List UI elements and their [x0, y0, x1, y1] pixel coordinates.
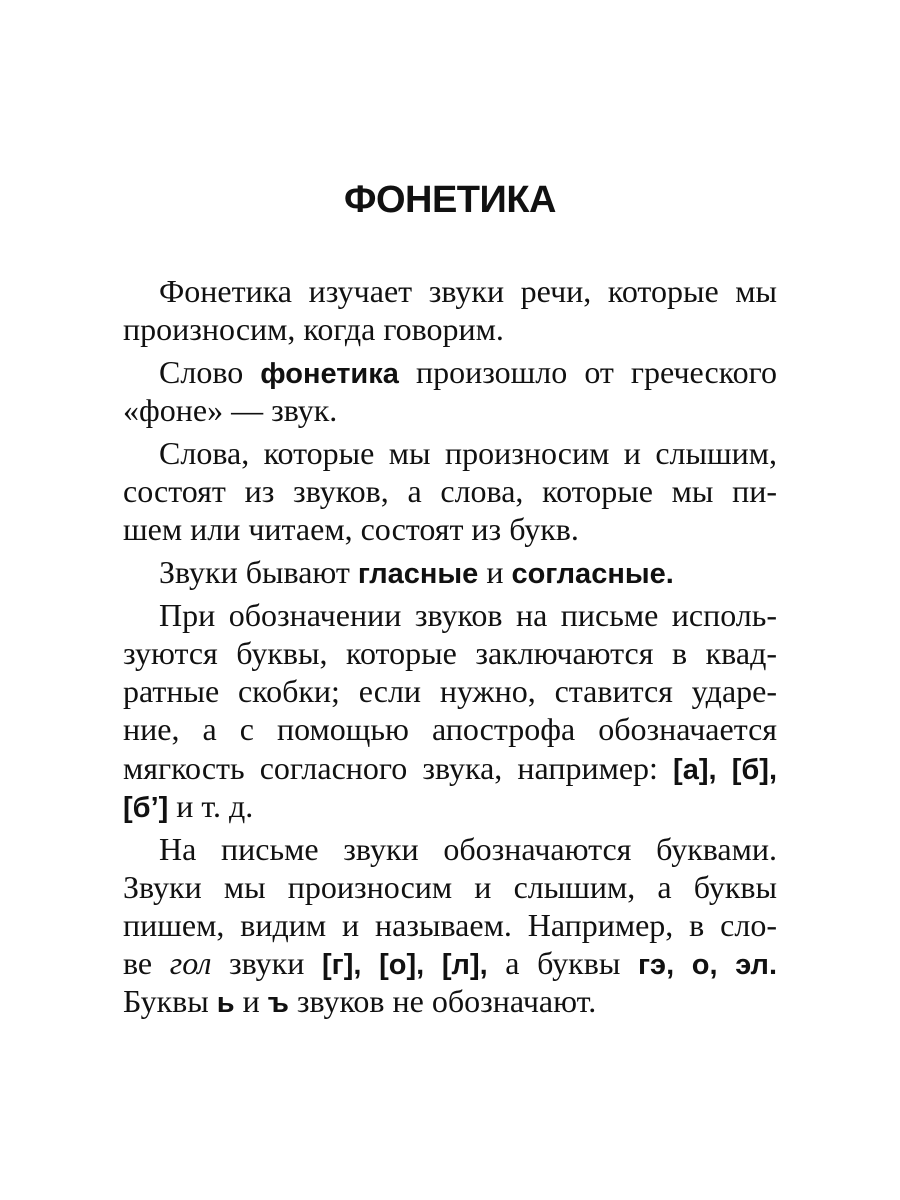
text-line: При обозначении звуков на письме исполь- [159, 596, 777, 633]
text-fragment: Звуки бывают [159, 554, 358, 591]
paragraph-2 [123, 353, 777, 429]
text-line: пишем, видим и называем. Например, в сло- [123, 906, 777, 943]
text-line: ратные скобки; если нужно, ставится ударе- [123, 673, 777, 710]
text-body [123, 272, 777, 1021]
text-line: Слова, которые мы произносим и слышим, [159, 434, 777, 471]
text-line [123, 787, 777, 825]
text-line: состоят из звуков, а слова, которые мы пи- [123, 473, 777, 510]
text-fragment: а буквы [487, 945, 638, 982]
text-fragment: ве [123, 945, 170, 982]
text-line [123, 944, 777, 982]
text-fragment: и [478, 554, 512, 591]
bold-term-phonetics: фонетика [260, 357, 399, 390]
text-fragment: Слово [159, 353, 261, 390]
bold-sound-examples: [а], [б], [673, 753, 778, 786]
text-fragment: и [234, 983, 268, 1020]
text-line: ние, а с помощью апострофа обозначается [123, 711, 777, 748]
bold-term-consonants: согласные. [511, 558, 674, 591]
text-line [123, 553, 777, 591]
text-line: шем или читаем, состоят из букв. [123, 511, 579, 548]
text-line: «фоне» — звук. [123, 392, 338, 429]
text-line [123, 353, 777, 391]
bold-sound-soft-b: [б’] [123, 791, 169, 824]
text-line: зуются буквы, которые заключаются в квад- [123, 635, 777, 672]
text-fragment: Буквы [123, 983, 217, 1020]
bold-term-vowels: гласные [357, 558, 479, 591]
text-fragment: звуков не обозначают. [288, 983, 597, 1020]
text-fragment: произошло от греческого [398, 353, 777, 390]
bold-soft-sign: ь [216, 987, 235, 1020]
text-line: Звуки мы произносим и слышим, а буквы [123, 868, 777, 905]
text-line: На письме звуки обозначаются буквами. [159, 830, 777, 867]
paragraph-4 [123, 553, 777, 591]
paragraph-5 [123, 596, 777, 825]
paragraph-1 [123, 272, 777, 348]
text-line [123, 749, 777, 787]
bold-letters-ge-o-el: гэ, о, эл. [637, 949, 778, 982]
italic-word-gol: гол [169, 945, 212, 982]
paragraph-3 [123, 434, 777, 549]
text-line: произносим, когда говорим. [123, 311, 504, 348]
bold-sounds-g-o-l: [г], [о], [л], [321, 949, 488, 982]
text-line: Фонетика изучает звуки речи, которые мы [159, 273, 777, 309]
text-fragment: и т. д. [168, 787, 254, 824]
paragraph-6 [123, 830, 777, 1021]
bold-hard-sign: ъ [267, 987, 289, 1020]
page-title: ФОНЕТИКА [344, 179, 556, 221]
text-fragment: мягкость согласного звука, например: [123, 749, 674, 786]
text-fragment: звуки [211, 945, 322, 982]
text-line [123, 982, 777, 1020]
